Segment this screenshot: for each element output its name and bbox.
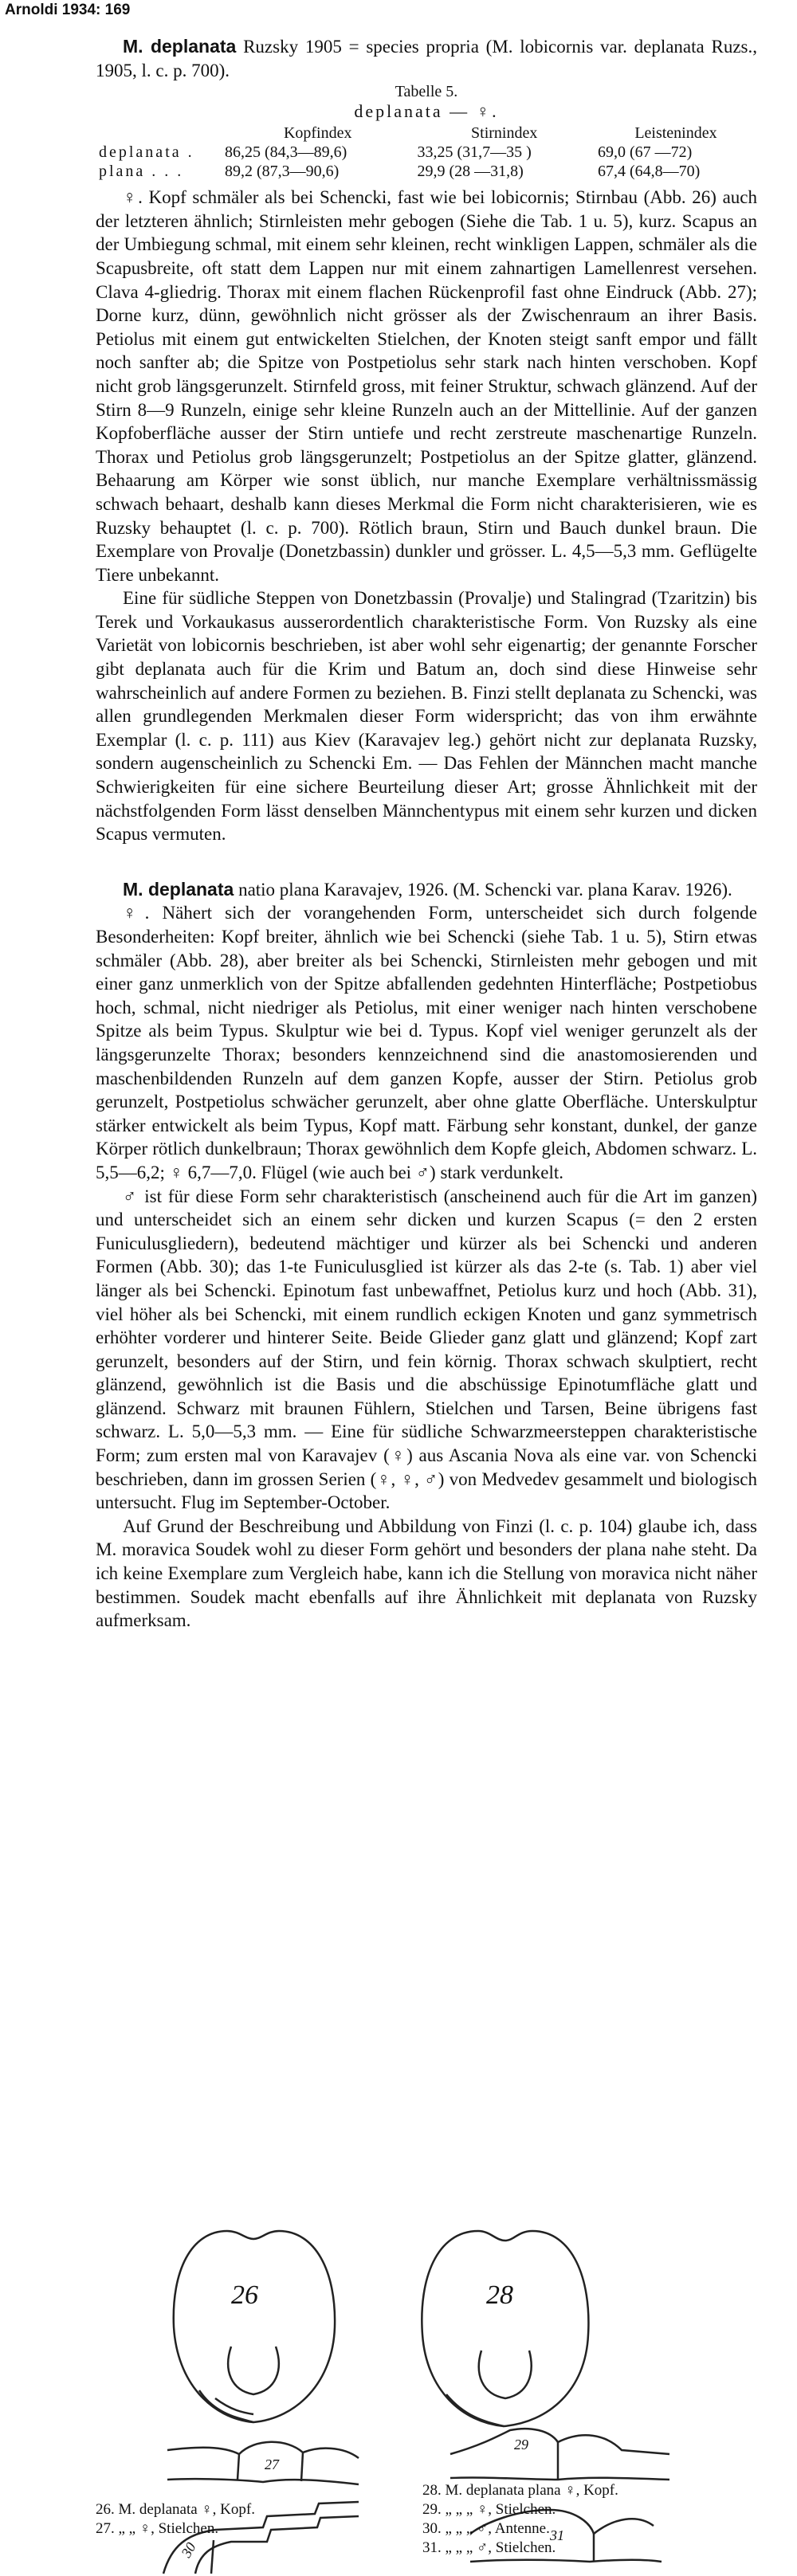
figure-caption-text: M. deplanata ♀, Kopf. [118,2501,255,2518]
figure-caption [422,2539,556,2557]
figure-caption-text: „ „ ♀, Stielchen. [118,2520,219,2537]
table-cell: 86,25 (84,3—89,6) [225,143,347,162]
figure-caption-number: 30. [422,2520,446,2537]
table-cell: 67,4 (64,8—70) [597,163,701,181]
figure-caption-number: 31. [422,2539,446,2556]
table-cell: 89,2 (87,3—90,6) [225,163,340,181]
figure-label-29: 29 [514,2437,528,2452]
figure-29-petiole [450,2429,669,2480]
figure-caption-number: 27. [96,2520,119,2537]
figure-label-28: 28 [486,2280,513,2310]
section-title-plana [96,878,757,902]
figure-caption-number: 26. [96,2501,119,2518]
figure-caption [96,2520,218,2538]
table-caption: Tabelle 5. [395,83,458,101]
paragraph: ♂ ist für diese Form sehr charakteristisch (anscheinend auch für die Art im ganzen) und unterscheidet sich an einem sehr dicken und kurzen Scapus (= den 2 ersten Funiculusgliedern), bedeutend mächtiger und kürzer als bei Schencki und anderen Formen (Abb. 30); das 1-te Funiculusglied ist kürzer als das 2-te (s. Tab. 1) aber viel länger als bei Schencki. Epinotum fast unbewaffnet, Petiolus kurz und hoch (Abb. 31), viel höher als bei Schencki, mit einem rundlich eckigen Knoten und ganz symmetrisch erhöhter vorderer und hinterer Seite. Beide Glieder ganz glatt und glänzend; Kopf zart gerunzelt, besonders auf der Stirn, und fein körnig. Thorax schwach skulptiert, recht glänzend, gewöhnlich ist die Basis und die abschüssige Epinotumfläche glatt und glänzend. Schwarz mit braunen Fühlern, Stielchen und Tarsen, Beine übrigens fast schwarz. L. 5,0—5,3 mm. — Eine für südliche Schwarzmeersteppen charakteristische Form; zum ersten mal von Karavajev (♀) aus Ascania Nova als eine var. von Schencki beschrieben, dann im grossen Serien (♀, ♀, ♂) von Medvedev gesammelt und biologisch untersucht. Flug im September-October. [96,1186,757,1513]
figure-28-head [422,2231,588,2426]
table-header-cell: Kopfindex [283,124,352,143]
table-cell: 33,25 (31,7—35 ) [417,143,532,162]
figure-caption-text: M. deplanata plana ♀, Kopf. [445,2482,618,2499]
figure-27-petiole [167,2442,359,2484]
table-row [96,162,757,181]
figure-label-31: 31 [550,2527,564,2543]
table-subtitle: deplanata — ♀. [354,101,499,122]
figure-caption-number: 28. [422,2482,446,2499]
figure-caption [422,2520,550,2538]
paragraph: Auf Grund der Beschreibung und Abbildung von Finzi (l. c. p. 104) glaube ich, dass M. moravica Soudek wohl zu dieser Form gehört und besonders der plana nahe steht. Da ich keine Exemplare zum Vergleich habe, kann ich die Stellung von moravica nicht näher bestimmen. Soudek macht ebenfalls auf ihre Ähnlichkeit mit deplanata von Ruzsky aufmerksam. [96,1515,757,1631]
table-header-cell [96,124,222,143]
paragraph: Eine für südliche Steppen von Donetzbassin (Provalje) und Stalingrad (Tzaritzin) bis Terek und Vorkaukasus ausserordentlich charakteristische Form. Von Ruzsky als eine Varietät von lobicornis beschrieben, ist aber wohl sehr eigenartig; der genannte Forscher gibt deplanata auch für die Krim und Batum an, doch sind diese Hinweise sehr wahrscheinlich auf andere Formen zu beziehen. B. Finzi stellt deplanata zu Schencki, was allen grundlegenden Merkmalen dieser Form widerspricht; das von ihm erwähnte Exemplar (l. c. p. 111) aus Kiev (Karavajev leg.) gehört nicht zur deplanata Ruzsky, sondern augenscheinlich zu Schencki Em. — Das Fehlen der Männchen macht manche Schwierigkeiten für eine sichere Beurteilung dieser Art; grosse Ähnlichkeit mit der nächstfolgenden Form lässt denselben Männchentypus mit einem sehr kurzen und dicken Scapus vermuten. [96,588,757,845]
paragraph: ♀. Kopf schmäler als bei Schencki, fast wie bei lobicornis; Stirnbau (Abb. 26) auch der letzteren ähnlich; Stirnleisten mehr gebogen (Siehe die Tab. 1 u. 5), kurz. Scapus an der Umbiegung schmal, mit einem sehr kleinen, recht winkligen Lappen, schmäler als die Scapusbreite, oft statt dem Lappen nur mit einem zahnartigen Lamellenrest versehen. Clava 4-gliedrig. Thorax mit einem flachen Rückenprofil fast ohne Eindruck (Abb. 27); Dorne kurz, dünn, gewöhnlich nicht grösser als der Zwischenraum an ihrer Basis. Petiolus mit einem gut entwickelten Stielchen, der Knoten steigt sanft empor und fällt noch sanfter ab; die Spitze von Postpetiolus sehr stark nach hinten verschoben. Kopf nicht grob längsgerunzelt. Stirnfeld gross, mit feiner Struktur, schwach glänzend. Auf der Stirn 8—9 Runzeln, einige sehr kleine Runzeln auch an der Mittellinie. Auf der ganzen Kopfoberfläche ausser der Stirn untiefe und recht zerstreute maschenartige Runzeln. Thorax und Petiolus grob längsgerunzelt; Postpetiolus an der Spitze glatter, glänzend. Behaarung am Körper wie sonst üblich, nur manche Exemplare verhältnissmässig schwach behaart, deshalb kann dieses Merkmal die Form nicht charakterisieren, wie es Ruzsky behauptet (l. c. p. 700). Rötlich braun, Stirn und Bauch dunkel braun. Die Exemplare von Provalje (Donetzbassin) dunkler und grösser. L. 4,5—5,3 mm. Geflügelte Tiere unbekannt. [96,187,757,585]
taxon-name: M. deplanata [123,36,237,57]
table-row [96,143,757,162]
section-title-deplanata [96,35,757,82]
figure-26-head [174,2231,335,2422]
page-header: Arnoldi 1934: 169 [5,2,131,18]
figure-caption [422,2501,556,2519]
figure-label-26: 26 [231,2280,258,2310]
table-cell: 69,0 (67 —72) [597,143,693,162]
figure-label-27: 27 [265,2456,279,2472]
taxon-author: Ruzsky 1905 = species propria (M. lobicornis var. deplanata Ruzs., 1905, l. c. p. 700). [96,37,757,80]
table-cell: 29,9 (28 —31,8) [417,163,524,181]
section-gap [96,846,757,878]
taxon-name: M. deplanata [123,878,234,900]
index-table [96,124,757,181]
figure-caption [422,2482,618,2500]
text-column [96,35,757,1633]
table-header-cell: Leistenindex [634,124,717,143]
table-header-cell: Stirnindex [471,124,538,143]
table-cell: deplanata . [99,143,194,162]
taxon-author: natio plana Karavajev, 1926. (M. Schencki var. plana Karav. 1926). [238,879,732,900]
paragraph: ♀. Nähert sich der vorangehenden Form, unterscheidet sich durch folgende Besonderheiten: Kopf breiter, ähnlich wie bei Schencki (siehe Tab. 1 u. 5), Stirn etwas schmäler (Abb. 28), aber breiter als bei Schencki, Stirnleisten mehr gebogen und mit einer ganz unmerklich von der Spitze abfallenden gedehnten Hinterfläche; Postpetiobus hoch, schmal, nicht niedriger als Petiolus, mit einer weniger nach hinten verschobene Spitze als beim Typus. Skulptur wie bei d. Typus. Kopf viel weniger gerunzelt als der längsgerunzelte Thorax; besonders kennzeichnend sind die anastomosierenden und maschenbildenden Runzeln auf dem ganzen Kopfe, ausser der Stirn. Petiolus grob gerunzelt, Postpetiolus schwächer gerunzelt, aber ohne glatte Oberfläche. Unterskulptur stärker entwickelt als beim Typus, Kopf matt. Färbung sehr konstant, dunkel, der ganze Körper rötlich dunkelbraun; Thorax gewöhnlich dem Kopfe gleich, Abdomen schwarz. L. 5,5—6,2; ♀ 6,7—7,0. Flügel (wie auch bei ♂) stark verdunkelt. [96,903,757,1182]
figure-caption [96,2501,255,2519]
figure-caption-text: „ „ „ ♂, Stielchen. [445,2539,556,2556]
figure-label-30: 30 [178,2539,199,2561]
figure-caption-text: „ „ „ ♂, Antenne. [445,2520,550,2537]
figure-caption-text: „ „ „ ♀, Stielchen. [445,2501,556,2518]
table-header-row [96,124,757,143]
table-cell: plana . . . [99,163,184,181]
figure-caption-number: 29. [422,2501,446,2518]
